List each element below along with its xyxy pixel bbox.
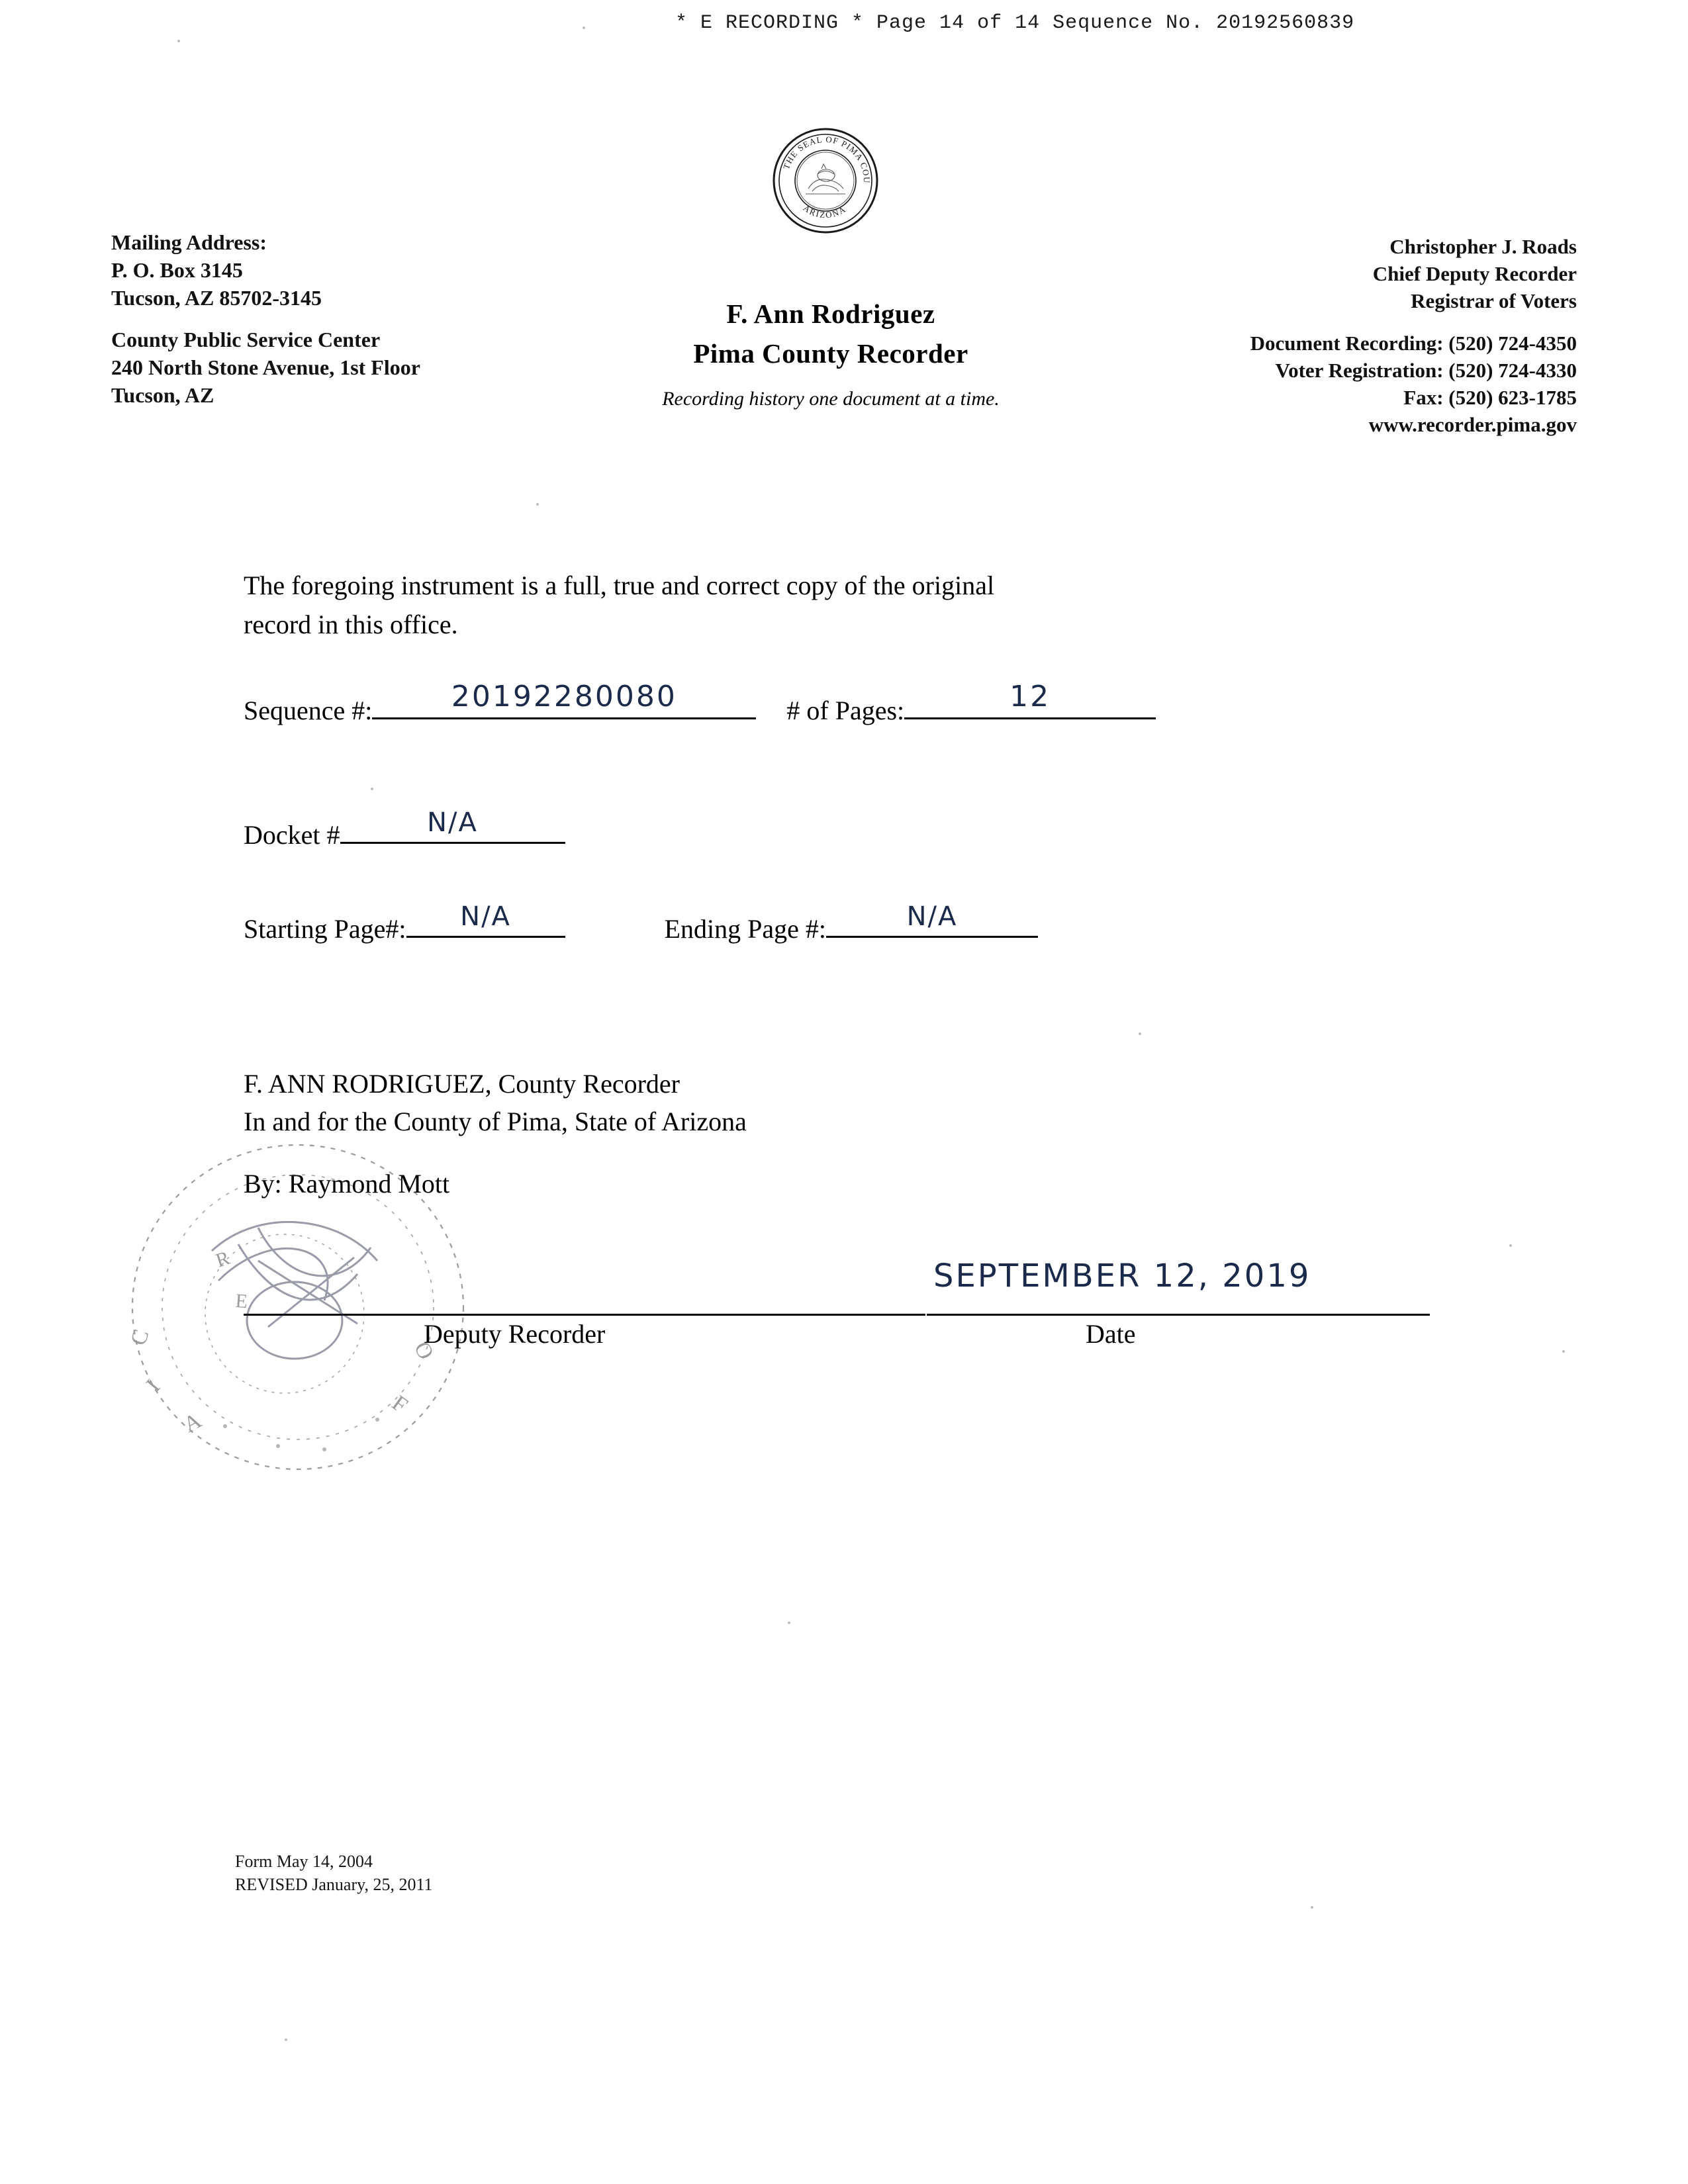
svg-text:R: R (212, 1247, 233, 1272)
voter-registration-phone: Voter Registration: (520) 724-4330 (1275, 358, 1577, 382)
sequence-handwritten-value: 20192280080 (451, 680, 677, 713)
ending-page-handwritten-value: N/A (906, 901, 958, 932)
mailing-po-box: P. O. Box 3145 (111, 258, 243, 283)
mailing-address-label: Mailing Address: (111, 230, 267, 254)
ending-page-input[interactable] (826, 901, 1038, 938)
svg-text:E: E (234, 1290, 249, 1313)
contact-block (1250, 233, 1577, 439)
certification-line-1: The foregoing instrument is a full, true and correct copy of the original (244, 570, 995, 600)
page-range-field-row (244, 901, 1038, 944)
form-date-line: Form May 14, 2004 (235, 1852, 373, 1871)
certification-line-2: record in this office. (244, 610, 458, 640)
scan-speck (788, 1621, 790, 1624)
date-label: Date (1086, 1319, 1136, 1349)
scan-speck (371, 788, 373, 790)
scan-speck (536, 503, 539, 506)
recorder-office-title: Pima County Recorder (693, 338, 968, 369)
recorder-website: www.recorder.pima.gov (1368, 413, 1577, 437)
recorder-identity-block (569, 298, 1092, 410)
starting-page-handwritten-value: N/A (460, 901, 511, 932)
svg-text:A: A (179, 1408, 206, 1438)
recorder-attribution-line-1: F. ANN RODRIGUEZ, County Recorder (244, 1069, 680, 1099)
mailing-address-block (111, 228, 420, 409)
scan-speck (177, 40, 180, 42)
scan-speck (285, 2038, 287, 2041)
recorder-attribution-block (244, 1066, 747, 1141)
svg-text:O: O (408, 1338, 439, 1364)
mailing-city-state-zip: Tucson, AZ 85702-3145 (111, 286, 322, 310)
sequence-label: Sequence #: (244, 696, 373, 725)
erecording-stamp: * E RECORDING * Page 14 of 14 Sequence No. 20192560839 (675, 12, 1355, 34)
registrar-title: Registrar of Voters (1411, 289, 1577, 313)
starting-page-label: Starting Page#: (244, 914, 406, 944)
certification-paragraph (244, 566, 1402, 644)
recorder-name: F. Ann Rodriguez (726, 298, 935, 329)
docket-field-row (244, 807, 565, 850)
deputy-by-line: By: Raymond Mott (244, 1169, 450, 1199)
chief-deputy-title: Chief Deputy Recorder (1372, 262, 1577, 286)
office-city: Tucson, AZ (111, 383, 214, 408)
pages-input[interactable] (904, 680, 1156, 719)
svg-text:THE SEAL OF PIMA COUNTY: THE SEAL OF PIMA COUNTY (780, 134, 872, 184)
form-revised-line: REVISED January, 25, 2011 (235, 1875, 433, 1895)
date-line[interactable] (927, 1314, 1430, 1316)
office-name: County Public Service Center (111, 327, 381, 351)
scan-speck (1139, 1032, 1141, 1035)
scan-speck (583, 26, 585, 29)
pages-label: # of Pages: (786, 696, 905, 725)
fax-number: Fax: (520) 623-1785 (1403, 386, 1577, 410)
scan-speck (1562, 1350, 1565, 1353)
starting-page-input[interactable] (406, 901, 565, 938)
sequence-field-row (244, 680, 1156, 726)
svg-text:C: C (126, 1326, 154, 1349)
ending-page-label: Ending Page #: (664, 914, 826, 944)
svg-text:F: F (387, 1390, 412, 1418)
svg-text:ARIZONA: ARIZONA (801, 203, 849, 220)
pima-county-seal-icon (736, 111, 915, 250)
office-tagline: Recording history one document at a time. (662, 388, 1000, 410)
chief-deputy-name: Christopher J. Roads (1389, 235, 1577, 258)
deputy-signature-line[interactable] (244, 1314, 925, 1316)
form-footer (235, 1850, 432, 1896)
docket-label: Docket # (244, 820, 340, 850)
svg-text:I: I (141, 1375, 165, 1397)
pages-handwritten-value: 12 (1009, 680, 1051, 713)
recorder-attribution-line-2: In and for the County of Pima, State of Arizona (244, 1106, 747, 1136)
docket-input[interactable] (340, 807, 565, 844)
scan-speck (1509, 1244, 1512, 1247)
office-street: 240 North Stone Avenue, 1st Floor (111, 355, 420, 379)
date-handwritten-value: SEPTEMBER 12, 2019 (933, 1257, 1311, 1295)
sequence-input[interactable] (372, 680, 756, 719)
docket-handwritten-value: N/A (427, 807, 478, 838)
scan-speck (1311, 1906, 1313, 1909)
deputy-recorder-label: Deputy Recorder (424, 1319, 606, 1349)
document-recording-phone: Document Recording: (520) 724-4350 (1250, 331, 1577, 355)
